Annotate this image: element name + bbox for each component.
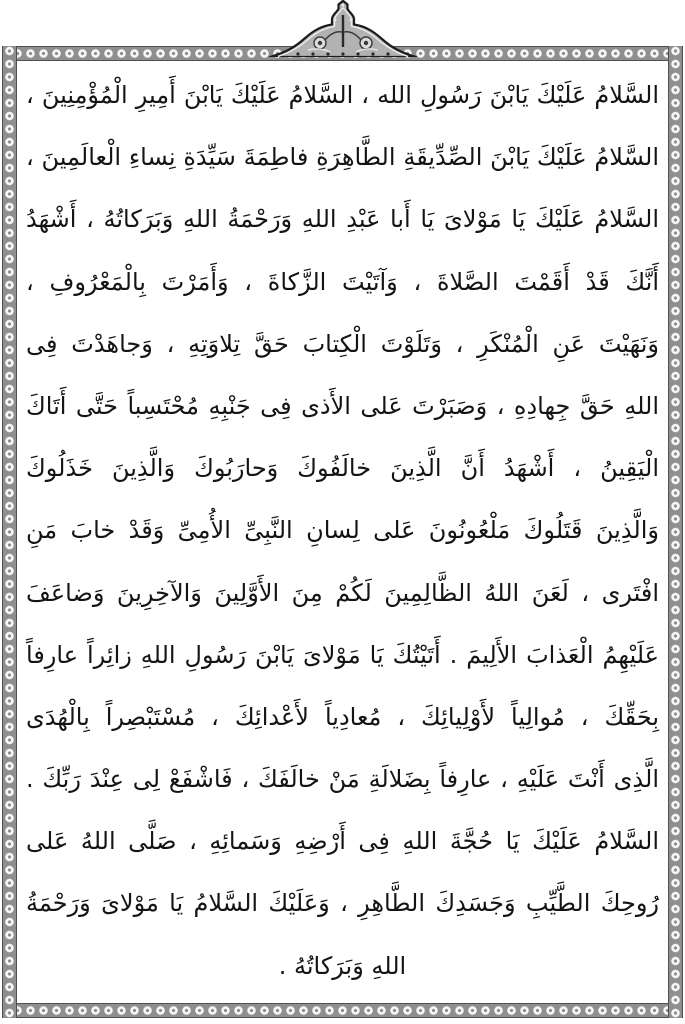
- ornamental-border-right: [668, 46, 683, 1018]
- prayer-line: وَالَّذِينَ قَتَلُوكَ مَلْعُونُونَ عَلى لِسانِ النَّبِىِّ الأُمِىِّ وَقَدْ خابَ مَنِ: [26, 516, 659, 545]
- prayer-line: وَنَهَيْتَ عَنِ الْمُنْكَرِ ، وَتَلَوْتَ الْكِتابَ حَقَّ تِلاوَتِهِ ، وَجاهَدْتَ فِى: [26, 329, 659, 358]
- prayer-line: السَّلامُ عَلَيْكَ يَا حُجَّةَ اللهِ فِى أَرْضِهِ وَسَمائِهِ ، صَلَّى اللهُ عَلى: [26, 827, 659, 856]
- prayer-line: السَّلامُ عَلَيْكَ يَا مَوْلاىَ يَا أَبا عَبْدِ اللهِ وَرَحْمَةُ اللهِ وَبَرَكاتُهُ ، أَشْهَدُ: [26, 205, 659, 234]
- ornamental-border-left: [2, 46, 17, 1018]
- prayer-line: عَلَيْهِمُ الْعَذابَ الأَلِيمَ . أَتَيْتُكَ يَا مَوْلاىَ يَابْنَ رَسُولِ اللهِ زائِراً عارِفاً: [26, 640, 659, 669]
- prayer-line: بِحَقِّكَ ، مُوالِياً لأَوْلِيائِكَ ، مُعادِياً لأَعْدائِكَ ، مُسْتَبْصِراً بِالْهُدَى: [26, 702, 659, 731]
- prayer-line: السَّلامُ عَلَيْكَ يَابْنَ الصِّدِّيقَةِ الطَّاهِرَةِ فاطِمَةَ سَيِّدَةِ نِساءِ الْعالَمِينَ ،: [26, 143, 659, 172]
- arabesque-crest-icon: [268, 0, 418, 57]
- prayer-line: السَّلامُ عَلَيْكَ يَابْنَ رَسُولِ الله ، السَّلامُ عَلَيْكَ يَابْنَ أَمِيرِ الْمُؤْمِنِينَ ،: [26, 81, 659, 109]
- prayer-line: رُوحِكَ الطَّيِّبِ وَجَسَدِكَ الطَّاهِرِ ، وَعَلَيْكَ السَّلامُ يَا مَوْلاىَ وَرَحْمَةُ: [26, 889, 659, 918]
- prayer-line-last: اللهِ وَبَرَكاتُهُ .: [278, 951, 407, 980]
- prayer-line: الَّذِى أَنْتَ عَلَيْهِ ، عارِفاً بِضَلالَةِ مَنْ خالَفَكَ ، فَاشْفَعْ لِى عِنْدَ رَبِّكَ .: [26, 765, 659, 794]
- prayer-text: [26, 64, 659, 997]
- prayer-line: الْيَقِينُ ، أَشْهَدُ أَنَّ الَّذِينَ خالَفُوكَ وَحارَبُوكَ وَالَّذِينَ خَذَلُوكَ: [26, 454, 659, 483]
- ornamental-border-bottom: [2, 1003, 683, 1018]
- prayer-line: أَنَّكَ قَدْ أَقَمْتَ الصَّلاةَ ، وَآتَيْتَ الزَّكاةَ ، وَأَمَرْتَ بِالْمَعْرُوفِ ،: [26, 267, 659, 296]
- prayer-line: اللهِ حَقَّ جِهادِهِ ، وَصَبَرْتَ عَلى الأَذى فِى جَنْبِهِ مُحْتَسِباً حَتَّى أَتَاكَ: [26, 391, 659, 420]
- prayer-line: افْتَرى ، لَعَنَ اللهُ الظَّالِمِينَ لَكُمْ مِنَ الأَوَّلِينَ وَالآخِرِينَ وَضاعَفَ: [26, 578, 659, 607]
